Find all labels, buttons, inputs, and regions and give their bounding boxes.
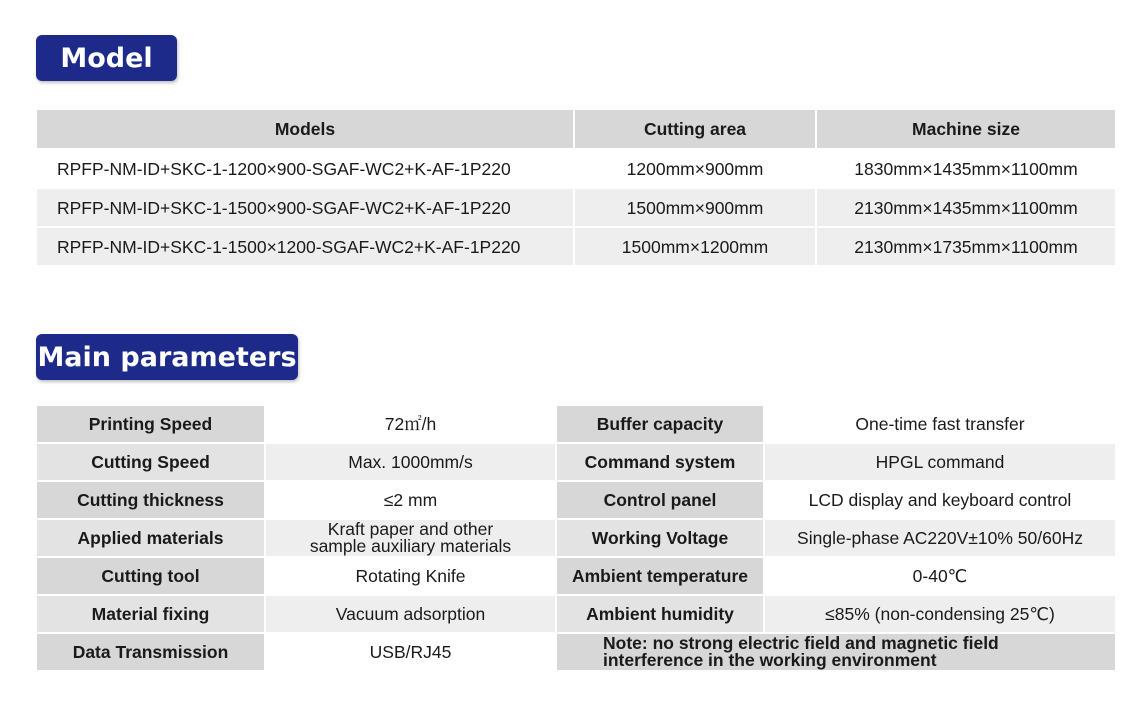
param-value: 0-40℃ xyxy=(764,557,1116,595)
param-value: Max. 1000mm/s xyxy=(265,443,556,481)
table-row xyxy=(36,519,1116,557)
model-name: RPFP-NM-ID+SKC-1-1500×1200-SGAF-WC2+K-AF-1P220 xyxy=(36,227,574,266)
param-value: LCD display and keyboard control xyxy=(764,481,1116,519)
column-header-cutting-area: Cutting area xyxy=(574,109,816,149)
column-header-models: Models xyxy=(36,109,574,149)
param-label: Applied materials xyxy=(36,519,265,557)
table-row xyxy=(36,149,1116,188)
param-label: Buffer capacity xyxy=(556,405,764,443)
table-row xyxy=(36,405,1116,443)
model-name: RPFP-NM-ID+SKC-1-1500×900-SGAF-WC2+K-AF-1P220 xyxy=(36,188,574,227)
table-row xyxy=(36,481,1116,519)
param-value-line: sample auxiliary materials xyxy=(309,536,512,556)
machine-size-value: 2130mm×1735mm×1100mm xyxy=(816,227,1116,266)
param-label: Control panel xyxy=(556,481,764,519)
param-value: USB/RJ45 xyxy=(265,633,556,671)
param-value: HPGL command xyxy=(764,443,1116,481)
model-table xyxy=(35,108,1117,267)
param-value: ≤2 mm xyxy=(265,481,556,519)
param-value: ≤85% (non-condensing 25℃) xyxy=(764,595,1116,633)
param-value: 72㎡/h xyxy=(265,405,556,443)
table-row xyxy=(36,227,1116,266)
parameters-table xyxy=(35,404,1117,672)
model-name: RPFP-NM-ID+SKC-1-1200×900-SGAF-WC2+K-AF-1P220 xyxy=(36,149,574,188)
param-label: Cutting thickness xyxy=(36,481,265,519)
param-value: Vacuum adsorption xyxy=(265,595,556,633)
table-row xyxy=(36,557,1116,595)
table-row xyxy=(36,595,1116,633)
param-value-line: Kraft paper and other xyxy=(327,519,494,539)
table-row xyxy=(36,633,1116,671)
main-parameters-heading: Main parameters xyxy=(36,334,298,380)
cutting-area-value: 1200mm×900mm xyxy=(574,149,816,188)
note-line: interference in the working environment xyxy=(603,650,937,670)
param-label: Cutting Speed xyxy=(36,443,265,481)
model-table-header xyxy=(36,109,1116,149)
param-value xyxy=(265,519,556,557)
table-row xyxy=(36,443,1116,481)
param-value: Single-phase AC220V±10% 50/60Hz xyxy=(764,519,1116,557)
param-label: Command system xyxy=(556,443,764,481)
machine-size-value: 2130mm×1435mm×1100mm xyxy=(816,188,1116,227)
param-label: Ambient temperature xyxy=(556,557,764,595)
cutting-area-value: 1500mm×900mm xyxy=(574,188,816,227)
environment-note xyxy=(556,633,1116,671)
machine-size-value: 1830mm×1435mm×1100mm xyxy=(816,149,1116,188)
param-label: Data Transmission xyxy=(36,633,265,671)
param-label: Printing Speed xyxy=(36,405,265,443)
param-label: Ambient humidity xyxy=(556,595,764,633)
param-value: Rotating Knife xyxy=(265,557,556,595)
column-header-machine-size: Machine size xyxy=(816,109,1116,149)
cutting-area-value: 1500mm×1200mm xyxy=(574,227,816,266)
table-row xyxy=(36,188,1116,227)
param-label: Working Voltage xyxy=(556,519,764,557)
note-line: Note: no strong electric field and magnetic field xyxy=(603,633,999,653)
param-value: One-time fast transfer xyxy=(764,405,1116,443)
param-label: Material fixing xyxy=(36,595,265,633)
model-heading: Model xyxy=(36,35,177,81)
param-label: Cutting tool xyxy=(36,557,265,595)
